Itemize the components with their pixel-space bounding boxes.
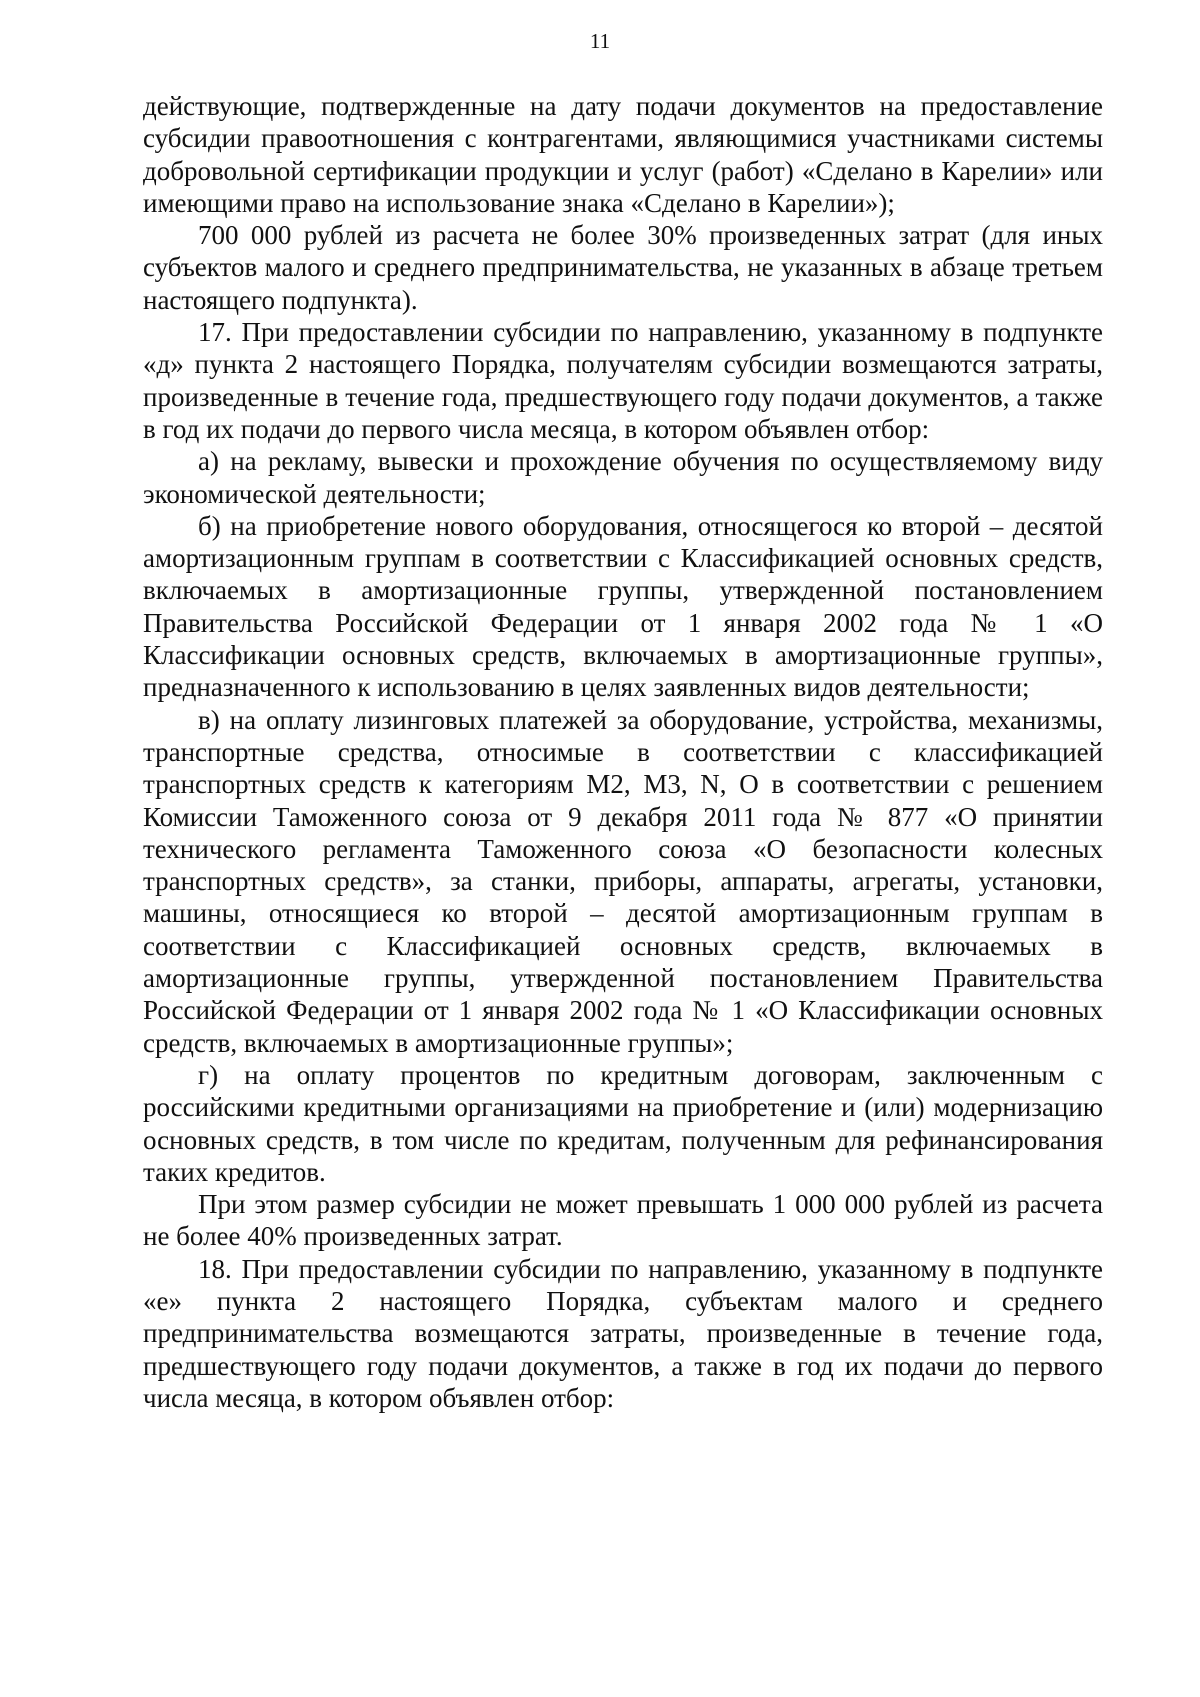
paragraph-subsidy-limit: При этом размер субсидии не может превышать 1 000 000 рублей из расчета не более 40% произведенных затрат. [143,1189,1103,1252]
paragraph-item-v: в) на оплату лизинговых платежей за оборудование, устройства, механизмы, транспортные средства, относимые в соответствии с классификацией транспортных средств к категориям M2, M3, N, O в соответствии с решением Комиссии Таможенного союза от 9 декабря 2011 года № 877 «О принятии технического регламента Таможенного союза «О безопасности колесных транспортных средств», за станки, приборы, аппараты, агрегаты, установки, машины, относящиеся ко второй – десятой амортизационным группам в соответствии с Классификацией основных средств, включаемых в амортизационные группы, утвержденной постановлением Правительства Российской Федерации от 1 января 2002 года № 1 «О Классификации основных средств, включаемых в амортизационные группы»; [143,704,1103,1058]
page-number: 11 [589,29,611,53]
paragraph-continuation: действующие, подтвержденные на дату подачи документов на предоставление субсидии правоотношения с контрагентами, являющимися участниками системы добровольной сертификации продукции и услуг (работ) «Сделано в Карелии» или имеющими право на использование знака «Сделано в Карелии»); [143,91,1103,218]
paragraph-clause-17: 17. При предоставлении субсидии по направлению, указанному в подпункте «д» пункта 2 настоящего Порядка, получателям субсидии возмещаются затраты, произведенные в течение года, предшествующего году подачи документов, а также в год их подачи до первого числа месяца, в котором объявлен отбор: [143,317,1103,444]
paragraph-clause-18: 18. При предоставлении субсидии по направлению, указанному в подпункте «е» пункта 2 настоящего Порядка, субъектам малого и среднего предпринимательства возмещаются затраты, произведенные в течение года, предшествующего году подачи документов, а также в год их подачи до первого числа месяца, в котором объявлен отбор: [143,1253,1103,1413]
document-body [143,90,1103,1414]
paragraph-item-b: б) на приобретение нового оборудования, относящегося ко второй – десятой амортизационным группам в соответствии с Классификацией основных средств, включаемых в амортизационные группы, утвержденной постановлением Правительства Российской Федерации от 1 января 2002 года № 1 «О Классификации основных средств, включаемых в амортизационные группы», предназначенного к использованию в целях заявленных видов деятельности; [143,510,1103,703]
paragraph-item-g: г) на оплату процентов по кредитным договорам, заключенным с российскими кредитными организациями на приобретение и (или) модернизацию основных средств, в том числе по кредитам, полученным для рефинансирования таких кредитов. [143,1059,1103,1187]
paragraph-amount-700000: 700 000 рублей из расчета не более 30% произведенных затрат (для иных субъектов малого и среднего предпринимательства, не указанных в абзаце третьем настоящего подпункта). [143,220,1103,315]
paragraph-item-a: а) на рекламу, вывески и прохождение обучения по осуществляемому виду экономической деятельности; [143,446,1103,509]
